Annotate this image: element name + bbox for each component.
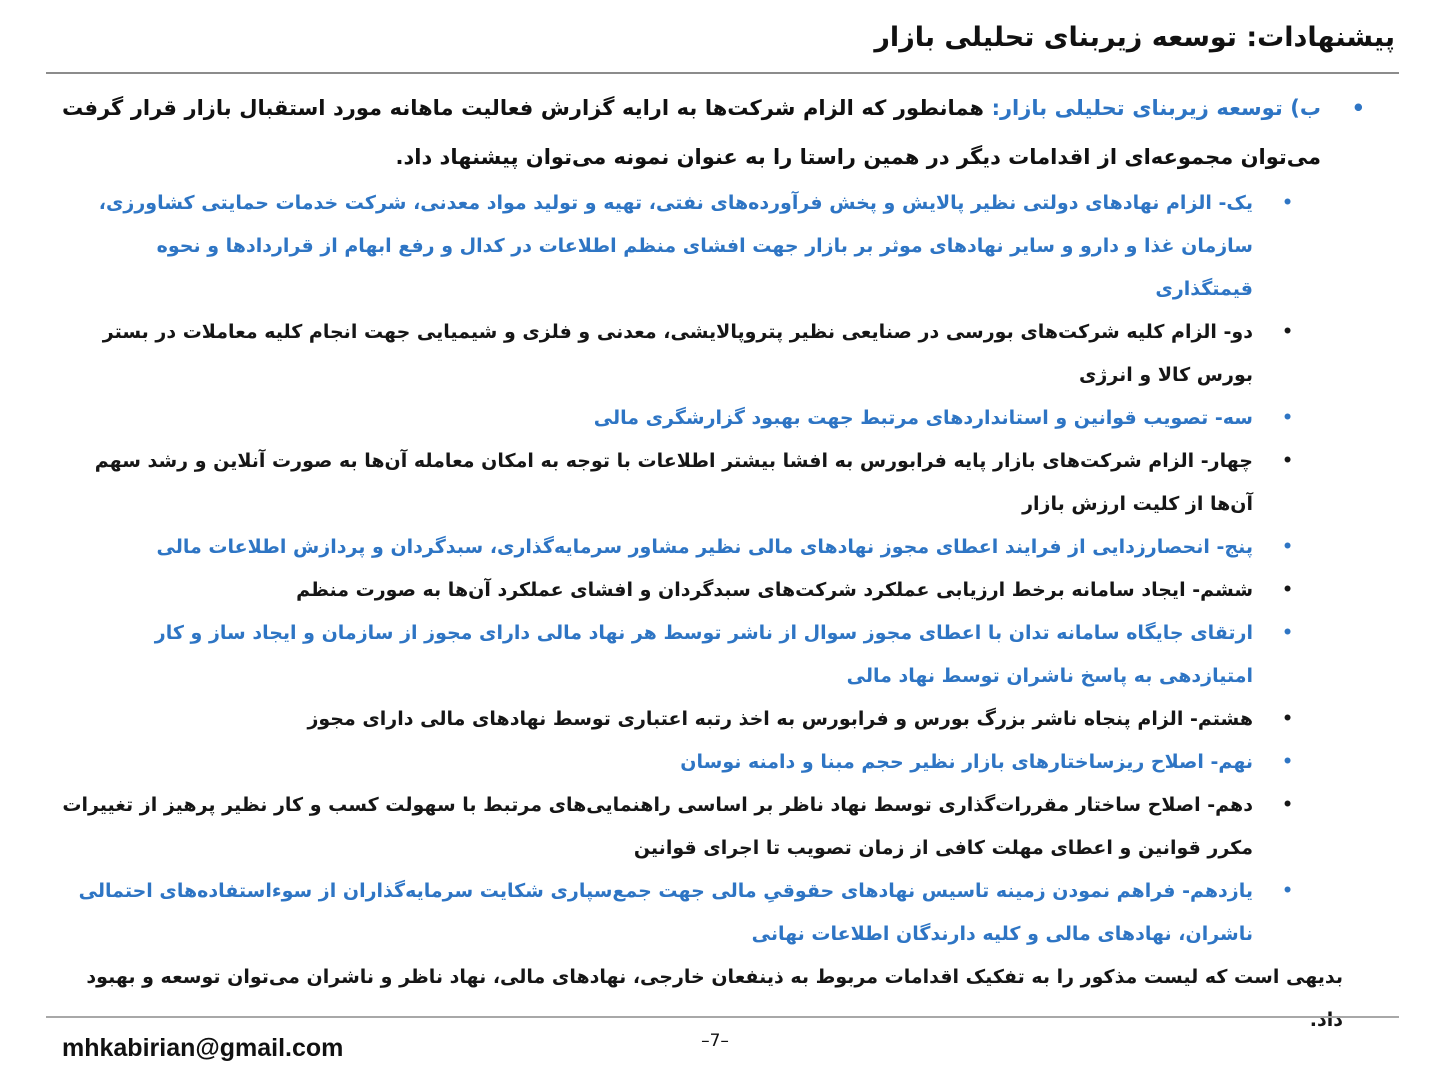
list-item-text: پنج- انحصارزدایی از فرایند اعطای مجوز نهادهای مالی نظیر مشاور سرمایه‌گذاری، سبدگردان و پردازش اطلاعات مالی	[156, 536, 1253, 558]
page-title: پیشنهادات: توسعه زیربنای تحلیلی بازار	[874, 22, 1395, 53]
list-item-text: یک- الزام نهادهای دولتی نظیر پالایش و پخش فرآورده‌های نفتی، تهیه و تولید مواد معدنی، شرکت خدمات حمایتی کشاورزی، سازمان غذا و دارو و سایر نهادهای موثر بر بازار جهت افشای منظم اطلاعات در کدال و رفع ابهام از قراردادها و نحوه قیمتگذاری	[98, 192, 1253, 300]
list-item-7	[62, 612, 1293, 698]
title-divider	[46, 72, 1399, 74]
list-item-text: یازدهم- فراهم نمودن زمینه تاسیس نهادهای حقوقیِ مالی جهت جمع‌سپاری شکایت سرمایه‌گذاران از سوءاستفاده‌های احتمالی ناشران، نهادهای مالی و کلیه دارندگان اطلاعات نهانی	[78, 880, 1253, 945]
list-item-9	[62, 741, 1293, 784]
list-item-2	[62, 311, 1293, 397]
bullet-icon: •	[1282, 752, 1293, 772]
page-number: –7–	[701, 1031, 729, 1051]
bullet-icon: •	[1282, 580, 1293, 600]
list-item-text: دو- الزام کلیه شرکت‌های بورسی در صنایعی نظیر پتروپالایشی، معدنی و فلزی و شیمیایی جهت انجام کلیه معاملات در بستر بورس کالا و انرژی	[102, 321, 1253, 386]
list-item-3	[62, 397, 1293, 440]
footer-divider	[46, 1016, 1399, 1018]
bullet-icon: •	[1282, 408, 1293, 428]
author-email: mhkabirian@gmail.com	[62, 1034, 344, 1062]
list-item-text: ارتقای جایگاه سامانه تدان با اعطای مجوز سوال از ناشر توسط هر نهاد مالی دارای مجوز از سازمان و ایجاد ساز و کار امتیازدهی به پاسخ ناشران توسط نهاد مالی	[154, 622, 1253, 687]
intro-text: همانطور که الزام شرکت‌ها به ارایه گزارش فعالیت ماهانه مورد استقبال بازار قرار گرفت می‌توان مجموعه‌ای از اقدامات دیگر در همین راستا را به عنوان نمونه می‌توان پیشنهاد داد.	[62, 96, 1321, 169]
list-item-11	[62, 870, 1293, 956]
list-item-4	[62, 440, 1293, 526]
bullet-icon: •	[1282, 881, 1293, 901]
list-item-5	[62, 526, 1293, 569]
list-item-text: چهار- الزام شرکت‌های بازار پایه فرابورس به افشا بیشتر اطلاعات با توجه به امکان معامله آن‌ها به صورت آنلاین و رشد سهم آن‌ها از کلیت ارزش بازار	[94, 450, 1253, 515]
bullet-icon: •	[1282, 193, 1293, 213]
list-item-text: هشتم- الزام پنجاه ناشر بزرگ بورس و فرابورس به اخذ رتبه اعتباری توسط نهادهای مالی دارای مجوز	[307, 708, 1253, 730]
bullet-icon: •	[1282, 709, 1293, 729]
list-item-text: ششم- ایجاد سامانه برخط ارزیابی عملکرد شرکت‌های سبدگردان و افشای عملکرد آن‌ها به صورت منظم	[296, 579, 1253, 601]
list-item-8	[62, 698, 1293, 741]
bullet-icon: •	[1282, 623, 1293, 643]
list-item-10	[62, 784, 1293, 870]
bullet-icon: •	[1282, 322, 1293, 342]
proposal-list	[62, 182, 1365, 956]
list-item-text: سه- تصویب قوانین و استانداردهای مرتبط جهت بهبود گزارشگری مالی	[593, 407, 1253, 429]
list-item-text: دهم- اصلاح ساختار مقررات‌گذاری توسط نهاد ناظر بر اساسی راهنمایی‌های مرتبط با سهولت کسب و کار نظیر پرهیز از تغییرات مکرر قوانین و اعطای مهلت کافی از زمان تصویب تا اجرای قوانین	[62, 794, 1253, 859]
closing-paragraph: بدیهی است که لیست مذکور را به تفکیک اقدامات مربوط به ذینفعان خارجی، نهادهای مالی، نهاد ناظر و ناشران می‌توان توسعه و بهبود داد.	[86, 966, 1343, 1031]
intro-bullet-icon: •	[1351, 96, 1365, 120]
bullet-icon: •	[1282, 537, 1293, 557]
bullet-icon: •	[1282, 451, 1293, 471]
list-item-text: نهم- اصلاح ریزساختارهای بازار نظیر حجم مبنا و دامنه نوسان	[680, 751, 1253, 773]
list-item-1	[62, 182, 1293, 311]
intro-paragraph	[62, 84, 1365, 182]
bullet-icon: •	[1282, 795, 1293, 815]
list-item-6	[62, 569, 1293, 612]
intro-heading: ب) توسعه زیربنای تحلیلی بازار:	[991, 96, 1321, 120]
slide-content	[62, 84, 1365, 1042]
